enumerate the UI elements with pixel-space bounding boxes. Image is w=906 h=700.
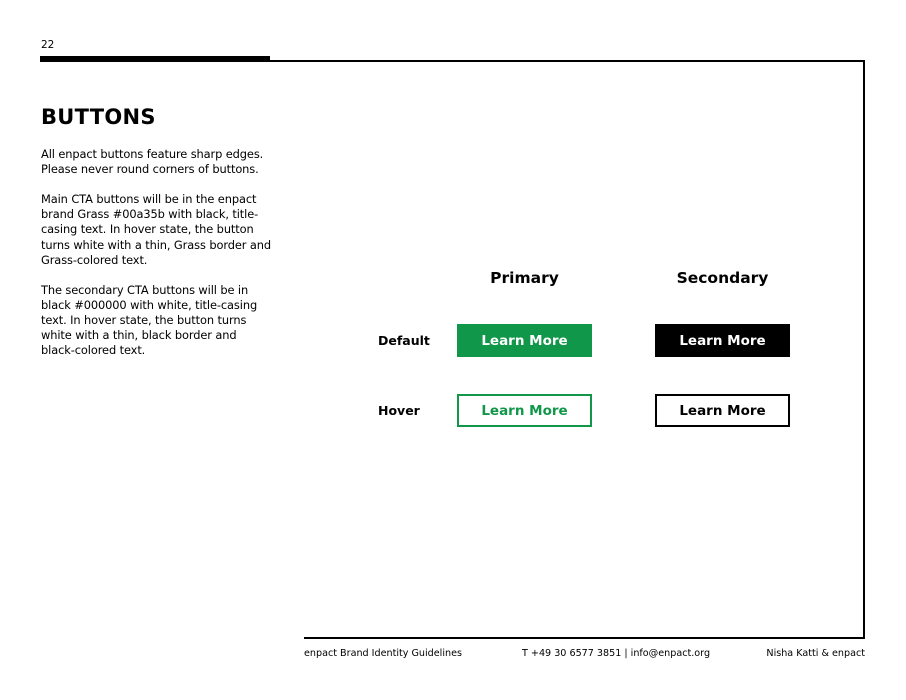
section-title: BUTTONS: [41, 105, 156, 129]
paragraph-sharp-edges: All enpact buttons feature sharp edges. Please never round corners of buttons.: [41, 147, 264, 177]
row-label-default: Default: [378, 333, 430, 348]
column-header-primary: Primary: [490, 269, 559, 287]
frame-bottom-border: [304, 637, 865, 639]
frame-right-border: [863, 60, 865, 639]
paragraph-main-cta: Main CTA buttons will be in the enpact brand Grass #00a35b with black, title-casing text. In hover state, the button turns white with a thin, Grass border and Grass-colored text.: [41, 192, 271, 267]
primary-hover-button[interactable]: Learn More: [457, 394, 592, 427]
footer-author: Nisha Katti & enpact: [766, 648, 865, 659]
primary-default-button[interactable]: Learn More: [457, 324, 592, 357]
section-description: [41, 147, 273, 373]
footer-document-title: enpact Brand Identity Guidelines: [304, 648, 462, 659]
footer-contact: T +49 30 6577 3851 | info@enpact.org: [522, 648, 711, 659]
secondary-default-button[interactable]: Learn More: [655, 324, 790, 357]
paragraph-secondary-cta: The secondary CTA buttons will be in black #000000 with white, title-casing text. In hover state, the button turns white with a thin, black border and black-colored text.: [41, 282, 258, 358]
page-number: 22: [41, 39, 55, 51]
frame-top-border: [40, 60, 865, 62]
secondary-hover-button[interactable]: Learn More: [655, 394, 790, 427]
column-header-secondary: Secondary: [676, 269, 769, 287]
row-label-hover: Hover: [378, 403, 420, 418]
